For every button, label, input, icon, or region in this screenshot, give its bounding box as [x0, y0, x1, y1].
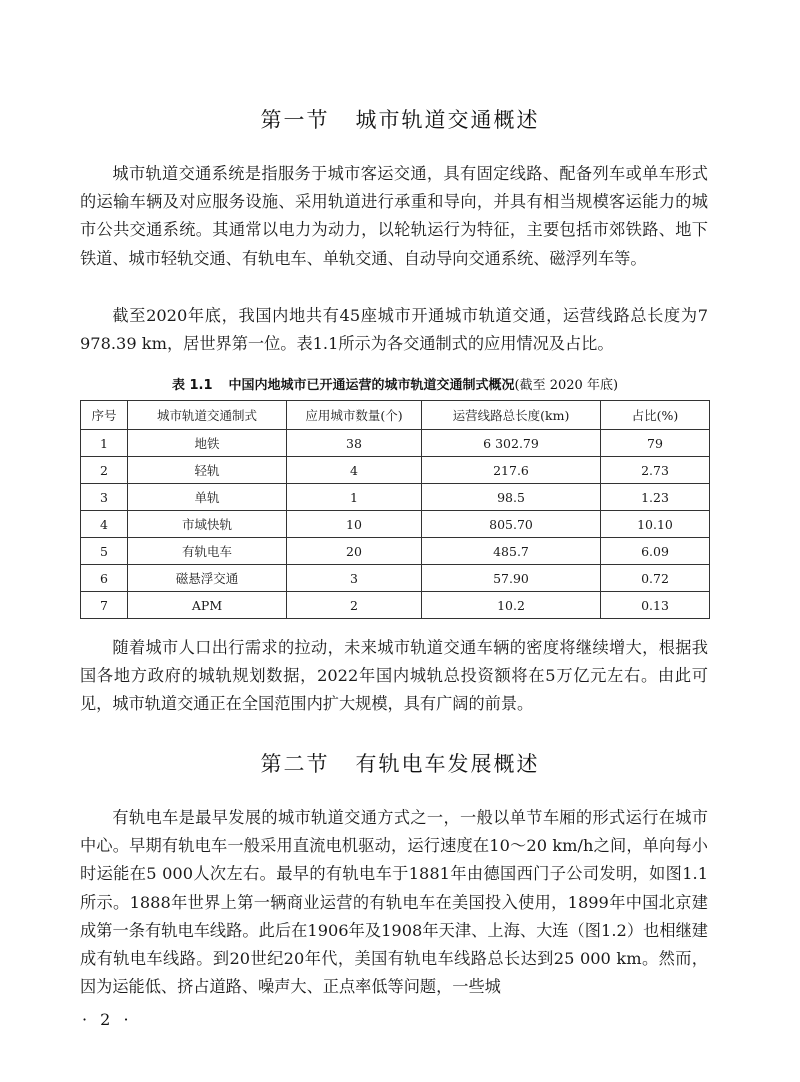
table-cell: 有轨电车: [128, 538, 287, 565]
table-row: [81, 430, 710, 457]
section2-paragraph-1: 有轨电车是最早发展的城市轨道交通方式之一，一般以单节车厢的形式运行在城市中心。早期有轨电车一般采用直流电机驱动，运行速度在10～20 km/h之间，单向每小时运能在5 000人次左右。最早的有轨电车于1881年由德国西门子公司发明，如图1.1所示。1888年世界上第一辆商业运营的有轨电车在美国投入使用，1899年中国北京建成第一条有轨电车线路。此后在1906年及1908年天津、上海、大连（图1.2）也相继建成有轨电车线路。到20世纪20年代，美国有轨电车线路总长达到25 000 km。然而，因为运能低、挤占道路、噪声大、正点率低等问题，一些城: [80, 808, 708, 997]
table-cell: 4: [287, 457, 422, 484]
table-cell: 单轨: [128, 484, 287, 511]
table-cell: 6 302.79: [422, 430, 601, 457]
table-cell: 805.70: [422, 511, 601, 538]
table-cell: 79: [601, 430, 710, 457]
table-cell: 0.13: [601, 592, 710, 619]
table-cell: 6: [81, 565, 128, 592]
table-cell: 1: [81, 430, 128, 457]
table-row: [81, 592, 710, 619]
table-cell: 57.90: [422, 565, 601, 592]
table-cell: 10: [287, 511, 422, 538]
table-header-row: [81, 401, 710, 430]
table-header-cell: 占比(%): [601, 401, 710, 430]
section1-paragraph-3: 随着城市人口出行需求的拉动，未来城市轨道交通车辆的密度将继续增大，根据我国各地方政府的城轨规划数据，2022年国内城轨总投资额将在5万亿元左右。由此可见，城市轨道交通正在全国范围内扩大规模，具有广阔的前景。: [80, 638, 708, 714]
table-cell: 市域快轨: [128, 511, 287, 538]
table-caption: [80, 374, 710, 393]
table-cell: 38: [287, 430, 422, 457]
table-cell: 485.7: [422, 538, 601, 565]
section1-heading: [0, 104, 800, 134]
page-number: · 2 ·: [82, 1010, 133, 1029]
section1-paragraph-2: 截至2020年底，我国内地共有45座城市开通城市轨道交通，运营线路总长度为7 978.39 km，居世界第一位。表1.1所示为各交通制式的应用情况及占比。: [80, 306, 708, 354]
transit-mode-table: [80, 400, 710, 619]
table-cell: 地铁: [128, 430, 287, 457]
section1-title: 城市轨道交通概述: [355, 108, 540, 132]
table-cell: 7: [81, 592, 128, 619]
table-caption-note: (截至 2020 年底): [514, 378, 619, 393]
section2-title: 有轨电车发展概述: [355, 752, 540, 776]
table-header-cell: 应用城市数量(个): [287, 401, 422, 430]
table-cell: 217.6: [422, 457, 601, 484]
table-caption-label: 表 1.1: [171, 378, 213, 393]
table-cell: 4: [81, 511, 128, 538]
table-cell: APM: [128, 592, 287, 619]
table-cell: 10.10: [601, 511, 710, 538]
table-cell: 98.5: [422, 484, 601, 511]
table-cell: 6.09: [601, 538, 710, 565]
table-header-cell: 序号: [81, 401, 128, 430]
table-cell: 1: [287, 484, 422, 511]
section2-heading: [0, 748, 800, 778]
table-cell: 磁悬浮交通: [128, 565, 287, 592]
section1-paragraph-1: 城市轨道交通系统是指服务于城市客运交通，具有固定线路、配备列车或单车形式的运输车辆及对应服务设施、采用轨道进行承重和导向，并具有相当规模客运能力的城市公共交通系统。其通常以电力为动力，以轮轨运行为特征，主要包括市郊铁路、地下铁道、城市轻轨交通、有轨电车、单轨交通、自动导向交通系统、磁浮列车等。: [80, 164, 708, 268]
table-cell: 2: [287, 592, 422, 619]
table-cell: 5: [81, 538, 128, 565]
table-cell: 1.23: [601, 484, 710, 511]
table-header-cell: 运营线路总长度(km): [422, 401, 601, 430]
table-row: [81, 484, 710, 511]
table-row: [81, 538, 710, 565]
table-cell: 2: [81, 457, 128, 484]
table-row: [81, 457, 710, 484]
table-cell: 3: [81, 484, 128, 511]
table-header-cell: 城市轨道交通制式: [128, 401, 287, 430]
table-cell: 10.2: [422, 592, 601, 619]
table-cell: 轻轨: [128, 457, 287, 484]
table-row: [81, 511, 710, 538]
table-caption-text: 中国内地城市已开通运营的城市轨道交通制式概况: [228, 378, 515, 393]
table-cell: 20: [287, 538, 422, 565]
section1-number: 第一节: [260, 108, 330, 132]
table-row: [81, 565, 710, 592]
table-cell: 0.72: [601, 565, 710, 592]
section2-number: 第二节: [260, 752, 330, 776]
table-cell: 2.73: [601, 457, 710, 484]
table-cell: 3: [287, 565, 422, 592]
